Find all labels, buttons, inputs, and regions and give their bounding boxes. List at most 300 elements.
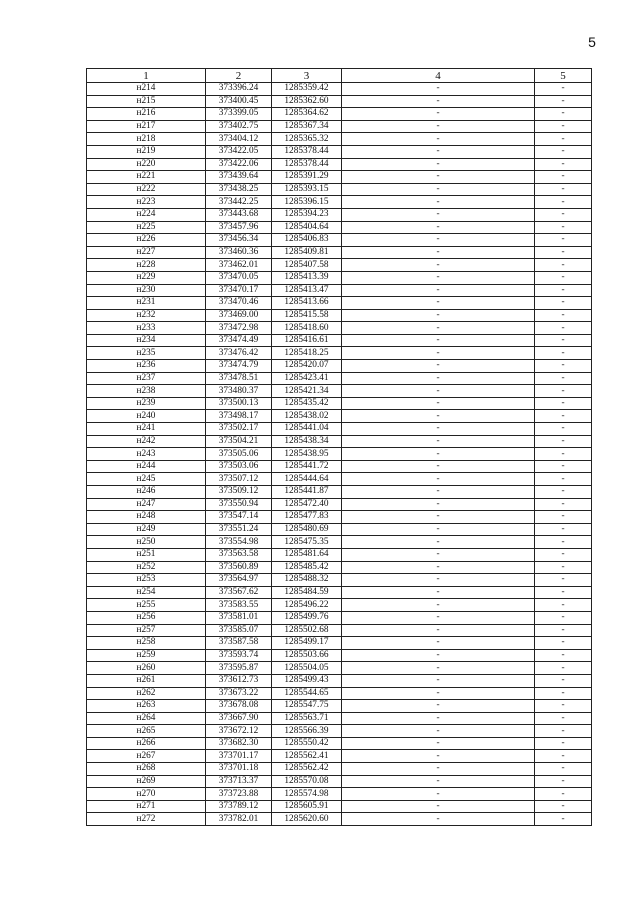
column-5-cell: - bbox=[535, 624, 592, 637]
column-4-cell: - bbox=[342, 259, 535, 272]
point-id-cell: н231 bbox=[87, 297, 206, 310]
x-coordinate-cell: 373509.12 bbox=[206, 486, 272, 499]
column-5-cell: - bbox=[535, 246, 592, 259]
column-4-cell: - bbox=[342, 297, 535, 310]
column-5-cell: - bbox=[535, 662, 592, 675]
column-5-cell: - bbox=[535, 360, 592, 373]
point-id-cell: н269 bbox=[87, 775, 206, 788]
y-coordinate-cell: 1285477.83 bbox=[272, 511, 342, 524]
table-row bbox=[87, 548, 592, 561]
point-id-cell: н228 bbox=[87, 259, 206, 272]
point-id-cell: н218 bbox=[87, 133, 206, 146]
point-id-cell: н225 bbox=[87, 221, 206, 234]
column-4-cell: - bbox=[342, 775, 535, 788]
y-coordinate-cell: 1285620.60 bbox=[272, 813, 342, 826]
column-4-cell: - bbox=[342, 448, 535, 461]
column-header: 1 bbox=[87, 69, 206, 83]
point-id-cell: н260 bbox=[87, 662, 206, 675]
column-4-cell: - bbox=[342, 171, 535, 184]
y-coordinate-cell: 1285394.23 bbox=[272, 208, 342, 221]
column-header: 2 bbox=[206, 69, 272, 83]
y-coordinate-cell: 1285367.34 bbox=[272, 120, 342, 133]
column-4-cell: - bbox=[342, 460, 535, 473]
point-id-cell: н249 bbox=[87, 523, 206, 536]
column-4-cell: - bbox=[342, 611, 535, 624]
point-id-cell: н235 bbox=[87, 347, 206, 360]
table-row bbox=[87, 360, 592, 373]
x-coordinate-cell: 373400.45 bbox=[206, 95, 272, 108]
column-4-cell: - bbox=[342, 221, 535, 234]
point-id-cell: н263 bbox=[87, 700, 206, 713]
x-coordinate-cell: 373457.96 bbox=[206, 221, 272, 234]
column-4-cell: - bbox=[342, 599, 535, 612]
table-row bbox=[87, 586, 592, 599]
y-coordinate-cell: 1285406.83 bbox=[272, 234, 342, 247]
column-5-cell: - bbox=[535, 397, 592, 410]
column-4-cell: - bbox=[342, 561, 535, 574]
column-4-cell: - bbox=[342, 108, 535, 121]
table-row bbox=[87, 574, 592, 587]
column-4-cell: - bbox=[342, 435, 535, 448]
column-4-cell: - bbox=[342, 662, 535, 675]
column-5-cell: - bbox=[535, 574, 592, 587]
x-coordinate-cell: 373673.22 bbox=[206, 687, 272, 700]
table-row bbox=[87, 763, 592, 776]
table-row bbox=[87, 271, 592, 284]
point-id-cell: н239 bbox=[87, 397, 206, 410]
point-id-cell: н233 bbox=[87, 322, 206, 335]
column-4-cell: - bbox=[342, 196, 535, 209]
column-5-cell: - bbox=[535, 649, 592, 662]
column-5-cell: - bbox=[535, 120, 592, 133]
column-5-cell: - bbox=[535, 322, 592, 335]
y-coordinate-cell: 1285502.68 bbox=[272, 624, 342, 637]
column-5-cell: - bbox=[535, 763, 592, 776]
column-4-cell: - bbox=[342, 423, 535, 436]
x-coordinate-cell: 373462.01 bbox=[206, 259, 272, 272]
y-coordinate-cell: 1285499.43 bbox=[272, 674, 342, 687]
table-row bbox=[87, 284, 592, 297]
point-id-cell: н257 bbox=[87, 624, 206, 637]
point-id-cell: н247 bbox=[87, 498, 206, 511]
column-5-cell: - bbox=[535, 712, 592, 725]
point-id-cell: н214 bbox=[87, 83, 206, 96]
x-coordinate-cell: 373507.12 bbox=[206, 473, 272, 486]
column-5-cell: - bbox=[535, 674, 592, 687]
column-4-cell: - bbox=[342, 700, 535, 713]
x-coordinate-cell: 373470.05 bbox=[206, 271, 272, 284]
column-5-cell: - bbox=[535, 385, 592, 398]
column-header: 4 bbox=[342, 69, 535, 83]
point-id-cell: н272 bbox=[87, 813, 206, 826]
x-coordinate-cell: 373480.37 bbox=[206, 385, 272, 398]
table-row bbox=[87, 309, 592, 322]
column-4-cell: - bbox=[342, 725, 535, 738]
point-id-cell: н238 bbox=[87, 385, 206, 398]
x-coordinate-cell: 373469.00 bbox=[206, 309, 272, 322]
x-coordinate-cell: 373701.17 bbox=[206, 750, 272, 763]
x-coordinate-cell: 373554.98 bbox=[206, 536, 272, 549]
x-coordinate-cell: 373682.30 bbox=[206, 737, 272, 750]
column-5-cell: - bbox=[535, 813, 592, 826]
table-row bbox=[87, 649, 592, 662]
y-coordinate-cell: 1285570.08 bbox=[272, 775, 342, 788]
table-row bbox=[87, 624, 592, 637]
x-coordinate-cell: 373678.08 bbox=[206, 700, 272, 713]
column-5-cell: - bbox=[535, 158, 592, 171]
y-coordinate-cell: 1285393.15 bbox=[272, 183, 342, 196]
point-id-cell: н254 bbox=[87, 586, 206, 599]
point-id-cell: н243 bbox=[87, 448, 206, 461]
table-row bbox=[87, 637, 592, 650]
y-coordinate-cell: 1285504.05 bbox=[272, 662, 342, 675]
y-coordinate-cell: 1285413.39 bbox=[272, 271, 342, 284]
y-coordinate-cell: 1285547.75 bbox=[272, 700, 342, 713]
column-5-cell: - bbox=[535, 737, 592, 750]
point-id-cell: н266 bbox=[87, 737, 206, 750]
point-id-cell: н219 bbox=[87, 145, 206, 158]
column-5-cell: - bbox=[535, 108, 592, 121]
column-5-cell: - bbox=[535, 208, 592, 221]
table-row bbox=[87, 246, 592, 259]
y-coordinate-cell: 1285574.98 bbox=[272, 788, 342, 801]
point-id-cell: н265 bbox=[87, 725, 206, 738]
table-row bbox=[87, 297, 592, 310]
column-5-cell: - bbox=[535, 334, 592, 347]
column-5-cell: - bbox=[535, 145, 592, 158]
x-coordinate-cell: 373402.75 bbox=[206, 120, 272, 133]
column-5-cell: - bbox=[535, 561, 592, 574]
point-id-cell: н246 bbox=[87, 486, 206, 499]
point-id-cell: н270 bbox=[87, 788, 206, 801]
point-id-cell: н237 bbox=[87, 372, 206, 385]
table-row bbox=[87, 108, 592, 121]
x-coordinate-cell: 373439.64 bbox=[206, 171, 272, 184]
y-coordinate-cell: 1285472.40 bbox=[272, 498, 342, 511]
y-coordinate-cell: 1285544.65 bbox=[272, 687, 342, 700]
table-row bbox=[87, 599, 592, 612]
table-row bbox=[87, 712, 592, 725]
column-5-cell: - bbox=[535, 347, 592, 360]
column-4-cell: - bbox=[342, 284, 535, 297]
point-id-cell: н262 bbox=[87, 687, 206, 700]
point-id-cell: н258 bbox=[87, 637, 206, 650]
y-coordinate-cell: 1285444.64 bbox=[272, 473, 342, 486]
x-coordinate-cell: 373713.37 bbox=[206, 775, 272, 788]
y-coordinate-cell: 1285484.59 bbox=[272, 586, 342, 599]
y-coordinate-cell: 1285438.34 bbox=[272, 435, 342, 448]
column-5-cell: - bbox=[535, 133, 592, 146]
table-row bbox=[87, 183, 592, 196]
column-5-cell: - bbox=[535, 486, 592, 499]
point-id-cell: н252 bbox=[87, 561, 206, 574]
point-id-cell: н229 bbox=[87, 271, 206, 284]
y-coordinate-cell: 1285485.42 bbox=[272, 561, 342, 574]
x-coordinate-cell: 373470.46 bbox=[206, 297, 272, 310]
x-coordinate-cell: 373581.01 bbox=[206, 611, 272, 624]
point-id-cell: н253 bbox=[87, 574, 206, 587]
column-4-cell: - bbox=[342, 498, 535, 511]
x-coordinate-cell: 373593.74 bbox=[206, 649, 272, 662]
point-id-cell: н224 bbox=[87, 208, 206, 221]
column-4-cell: - bbox=[342, 309, 535, 322]
column-5-cell: - bbox=[535, 271, 592, 284]
table-row bbox=[87, 750, 592, 763]
column-4-cell: - bbox=[342, 511, 535, 524]
y-coordinate-cell: 1285488.32 bbox=[272, 574, 342, 587]
table-row bbox=[87, 423, 592, 436]
column-5-cell: - bbox=[535, 284, 592, 297]
x-coordinate-cell: 373502.17 bbox=[206, 423, 272, 436]
x-coordinate-cell: 373472.98 bbox=[206, 322, 272, 335]
column-5-cell: - bbox=[535, 95, 592, 108]
table-row bbox=[87, 511, 592, 524]
column-4-cell: - bbox=[342, 347, 535, 360]
table-header-row bbox=[87, 69, 592, 83]
column-5-cell: - bbox=[535, 498, 592, 511]
column-5-cell: - bbox=[535, 800, 592, 813]
column-5-cell: - bbox=[535, 259, 592, 272]
y-coordinate-cell: 1285418.60 bbox=[272, 322, 342, 335]
column-5-cell: - bbox=[535, 788, 592, 801]
column-4-cell: - bbox=[342, 334, 535, 347]
column-5-cell: - bbox=[535, 611, 592, 624]
point-id-cell: н220 bbox=[87, 158, 206, 171]
y-coordinate-cell: 1285415.58 bbox=[272, 309, 342, 322]
table-row bbox=[87, 775, 592, 788]
x-coordinate-cell: 373585.07 bbox=[206, 624, 272, 637]
x-coordinate-cell: 373563.58 bbox=[206, 548, 272, 561]
y-coordinate-cell: 1285362.60 bbox=[272, 95, 342, 108]
table-row bbox=[87, 700, 592, 713]
column-4-cell: - bbox=[342, 536, 535, 549]
y-coordinate-cell: 1285391.29 bbox=[272, 171, 342, 184]
column-5-cell: - bbox=[535, 548, 592, 561]
y-coordinate-cell: 1285441.87 bbox=[272, 486, 342, 499]
y-coordinate-cell: 1285365.32 bbox=[272, 133, 342, 146]
table-row bbox=[87, 788, 592, 801]
y-coordinate-cell: 1285359.42 bbox=[272, 83, 342, 96]
table-row bbox=[87, 498, 592, 511]
column-4-cell: - bbox=[342, 208, 535, 221]
x-coordinate-cell: 373612.73 bbox=[206, 674, 272, 687]
x-coordinate-cell: 373505.06 bbox=[206, 448, 272, 461]
y-coordinate-cell: 1285378.44 bbox=[272, 158, 342, 171]
table-row bbox=[87, 674, 592, 687]
x-coordinate-cell: 373476.42 bbox=[206, 347, 272, 360]
column-5-cell: - bbox=[535, 586, 592, 599]
table-row bbox=[87, 196, 592, 209]
point-id-cell: н264 bbox=[87, 712, 206, 725]
table-row bbox=[87, 410, 592, 423]
table-row bbox=[87, 448, 592, 461]
table-row bbox=[87, 800, 592, 813]
y-coordinate-cell: 1285438.95 bbox=[272, 448, 342, 461]
x-coordinate-cell: 373701.18 bbox=[206, 763, 272, 776]
y-coordinate-cell: 1285423.41 bbox=[272, 372, 342, 385]
column-5-cell: - bbox=[535, 221, 592, 234]
column-4-cell: - bbox=[342, 95, 535, 108]
table-row bbox=[87, 334, 592, 347]
x-coordinate-cell: 373782.01 bbox=[206, 813, 272, 826]
column-4-cell: - bbox=[342, 410, 535, 423]
table-row bbox=[87, 725, 592, 738]
table-row bbox=[87, 158, 592, 171]
y-coordinate-cell: 1285416.61 bbox=[272, 334, 342, 347]
column-4-cell: - bbox=[342, 637, 535, 650]
x-coordinate-cell: 373422.06 bbox=[206, 158, 272, 171]
column-5-cell: - bbox=[535, 183, 592, 196]
y-coordinate-cell: 1285481.64 bbox=[272, 548, 342, 561]
point-id-cell: н250 bbox=[87, 536, 206, 549]
table-row bbox=[87, 208, 592, 221]
point-id-cell: н244 bbox=[87, 460, 206, 473]
x-coordinate-cell: 373587.58 bbox=[206, 637, 272, 650]
y-coordinate-cell: 1285438.02 bbox=[272, 410, 342, 423]
coordinates-table bbox=[86, 68, 592, 826]
column-4-cell: - bbox=[342, 322, 535, 335]
y-coordinate-cell: 1285441.04 bbox=[272, 423, 342, 436]
x-coordinate-cell: 373399.05 bbox=[206, 108, 272, 121]
column-5-cell: - bbox=[535, 309, 592, 322]
column-4-cell: - bbox=[342, 473, 535, 486]
column-4-cell: - bbox=[342, 486, 535, 499]
y-coordinate-cell: 1285480.69 bbox=[272, 523, 342, 536]
column-4-cell: - bbox=[342, 813, 535, 826]
point-id-cell: н259 bbox=[87, 649, 206, 662]
table-row bbox=[87, 259, 592, 272]
y-coordinate-cell: 1285562.41 bbox=[272, 750, 342, 763]
point-id-cell: н216 bbox=[87, 108, 206, 121]
column-4-cell: - bbox=[342, 750, 535, 763]
table-row bbox=[87, 460, 592, 473]
table-row bbox=[87, 234, 592, 247]
x-coordinate-cell: 373672.12 bbox=[206, 725, 272, 738]
column-5-cell: - bbox=[535, 234, 592, 247]
column-5-cell: - bbox=[535, 725, 592, 738]
x-coordinate-cell: 373547.14 bbox=[206, 511, 272, 524]
x-coordinate-cell: 373667.90 bbox=[206, 712, 272, 725]
column-5-cell: - bbox=[535, 171, 592, 184]
point-id-cell: н267 bbox=[87, 750, 206, 763]
x-coordinate-cell: 373550.94 bbox=[206, 498, 272, 511]
page-number: 5 bbox=[588, 34, 596, 50]
y-coordinate-cell: 1285441.72 bbox=[272, 460, 342, 473]
table-row bbox=[87, 120, 592, 133]
point-id-cell: н215 bbox=[87, 95, 206, 108]
table-row bbox=[87, 171, 592, 184]
y-coordinate-cell: 1285396.15 bbox=[272, 196, 342, 209]
column-4-cell: - bbox=[342, 574, 535, 587]
table-body bbox=[87, 83, 592, 826]
column-5-cell: - bbox=[535, 297, 592, 310]
column-4-cell: - bbox=[342, 548, 535, 561]
y-coordinate-cell: 1285499.76 bbox=[272, 611, 342, 624]
x-coordinate-cell: 373595.87 bbox=[206, 662, 272, 675]
column-4-cell: - bbox=[342, 158, 535, 171]
point-id-cell: н226 bbox=[87, 234, 206, 247]
y-coordinate-cell: 1285413.47 bbox=[272, 284, 342, 297]
column-4-cell: - bbox=[342, 649, 535, 662]
column-5-cell: - bbox=[535, 637, 592, 650]
y-coordinate-cell: 1285404.64 bbox=[272, 221, 342, 234]
column-4-cell: - bbox=[342, 800, 535, 813]
column-4-cell: - bbox=[342, 737, 535, 750]
column-5-cell: - bbox=[535, 473, 592, 486]
x-coordinate-cell: 373470.17 bbox=[206, 284, 272, 297]
y-coordinate-cell: 1285605.91 bbox=[272, 800, 342, 813]
x-coordinate-cell: 373567.62 bbox=[206, 586, 272, 599]
point-id-cell: н245 bbox=[87, 473, 206, 486]
x-coordinate-cell: 373396.24 bbox=[206, 83, 272, 96]
point-id-cell: н227 bbox=[87, 246, 206, 259]
point-id-cell: н255 bbox=[87, 599, 206, 612]
y-coordinate-cell: 1285550.42 bbox=[272, 737, 342, 750]
point-id-cell: н240 bbox=[87, 410, 206, 423]
table-row bbox=[87, 83, 592, 96]
y-coordinate-cell: 1285407.58 bbox=[272, 259, 342, 272]
x-coordinate-cell: 373503.06 bbox=[206, 460, 272, 473]
x-coordinate-cell: 373564.97 bbox=[206, 574, 272, 587]
column-4-cell: - bbox=[342, 234, 535, 247]
table-row bbox=[87, 372, 592, 385]
table-row bbox=[87, 536, 592, 549]
point-id-cell: н271 bbox=[87, 800, 206, 813]
column-5-cell: - bbox=[535, 511, 592, 524]
x-coordinate-cell: 373443.68 bbox=[206, 208, 272, 221]
column-4-cell: - bbox=[342, 586, 535, 599]
table-row bbox=[87, 347, 592, 360]
column-4-cell: - bbox=[342, 83, 535, 96]
table-row bbox=[87, 561, 592, 574]
column-5-cell: - bbox=[535, 687, 592, 700]
x-coordinate-cell: 373551.24 bbox=[206, 523, 272, 536]
y-coordinate-cell: 1285563.71 bbox=[272, 712, 342, 725]
column-4-cell: - bbox=[342, 246, 535, 259]
y-coordinate-cell: 1285475.35 bbox=[272, 536, 342, 549]
column-4-cell: - bbox=[342, 385, 535, 398]
table-row bbox=[87, 662, 592, 675]
point-id-cell: н242 bbox=[87, 435, 206, 448]
column-5-cell: - bbox=[535, 372, 592, 385]
point-id-cell: н241 bbox=[87, 423, 206, 436]
point-id-cell: н256 bbox=[87, 611, 206, 624]
x-coordinate-cell: 373474.79 bbox=[206, 360, 272, 373]
y-coordinate-cell: 1285499.17 bbox=[272, 637, 342, 650]
column-5-cell: - bbox=[535, 599, 592, 612]
table-row bbox=[87, 611, 592, 624]
table-row bbox=[87, 95, 592, 108]
x-coordinate-cell: 373789.12 bbox=[206, 800, 272, 813]
x-coordinate-cell: 373723.88 bbox=[206, 788, 272, 801]
x-coordinate-cell: 373478.51 bbox=[206, 372, 272, 385]
x-coordinate-cell: 373404.12 bbox=[206, 133, 272, 146]
point-id-cell: н251 bbox=[87, 548, 206, 561]
point-id-cell: н217 bbox=[87, 120, 206, 133]
x-coordinate-cell: 373504.21 bbox=[206, 435, 272, 448]
table-row bbox=[87, 385, 592, 398]
table-row bbox=[87, 486, 592, 499]
column-4-cell: - bbox=[342, 712, 535, 725]
y-coordinate-cell: 1285435.42 bbox=[272, 397, 342, 410]
column-4-cell: - bbox=[342, 360, 535, 373]
column-5-cell: - bbox=[535, 523, 592, 536]
x-coordinate-cell: 373583.55 bbox=[206, 599, 272, 612]
table-row bbox=[87, 473, 592, 486]
column-4-cell: - bbox=[342, 674, 535, 687]
point-id-cell: н221 bbox=[87, 171, 206, 184]
column-5-cell: - bbox=[535, 83, 592, 96]
